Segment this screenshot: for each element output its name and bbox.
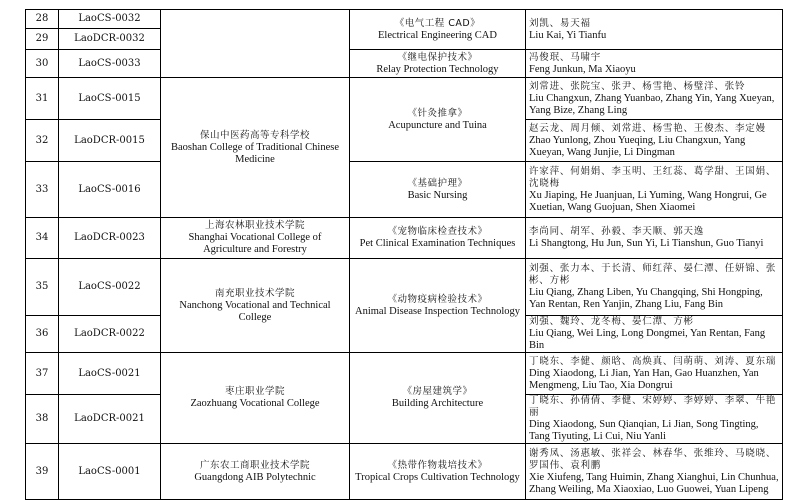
authors-zh: 许家萍、何娟娟、李玉明、王红蕊、葛学甜、王国娟、沈晓梅: [529, 165, 777, 189]
authors-en: Liu Qiang, Zhang Liben, Yu Changqing, Shi Hongping, Yan Rentan, Ren Yanjin, Zhang Liu, Fang Bin: [529, 287, 763, 310]
school-name-zh: 上海农林职业技术学院: [204, 220, 305, 231]
authors-cell: [526, 444, 783, 500]
authors-zh: 丁晓东、李健、颜晗、高焕真、闫萌萌、刘涛、夏东瑞: [529, 355, 777, 367]
authors-cell: [526, 395, 783, 444]
row-number: 32: [26, 120, 59, 162]
course-name-zh: 《电气工程 CAD》: [394, 17, 481, 29]
row-number: 31: [26, 78, 59, 120]
course-code: LaoDCR-0015: [59, 120, 161, 162]
row-number: 33: [26, 162, 59, 218]
table-row: [26, 259, 783, 316]
course-name-en: Relay Protection Technology: [376, 63, 499, 75]
course-code: LaoDCR-0021: [59, 395, 161, 444]
course-name-zh: 《针灸推拿》: [407, 107, 468, 119]
course-cell: [350, 10, 526, 50]
authors-zh: 李尚同、胡军、孙毅、李天顺、郭天逸: [529, 226, 705, 237]
authors-zh: 赵云龙、周月倾、刘常进、杨雪艳、王俊杰、李定嫚: [529, 122, 766, 134]
authors-en: Zhao Yunlong, Zhou Yueqing, Liu Changxun, Yang Xueyan, Wang Junjie, Li Dingman: [529, 134, 746, 158]
authors-en: Feng Junkun, Ma Xiaoyu: [529, 63, 636, 75]
row-number: 36: [26, 316, 59, 353]
course-cell: [350, 353, 526, 444]
row-number: 29: [26, 29, 59, 50]
authors-zh: 刘强、魏玲、龙冬梅、晏仁潭、方彬: [529, 316, 694, 327]
authors-en: Li Shangtong, Hu Jun, Sun Yi, Li Tianshun, Guo Tianyi: [529, 238, 764, 249]
table-row: [26, 10, 783, 29]
school-cell: [161, 10, 350, 78]
school-name-en: Guangdong AIB Polytechnic: [194, 471, 316, 483]
authors-en: Xie Xiufeng, Tang Huimin, Zhang Xianghui, Lin Chunhua, Zhang Weiling, Ma Xiaoxiao, Luo Guowei, Yuan Lipeng: [529, 471, 779, 495]
course-code: LaoCS-0001: [59, 444, 161, 500]
authors-cell: [526, 218, 783, 259]
authors-en: Liu Qiang, Wei Ling, Long Dongmei, Yan Rentan, Fang Bin: [529, 328, 766, 351]
course-name-zh: 《热带作物栽培技术》: [387, 459, 488, 471]
table-row: [26, 353, 783, 395]
course-name-en: Tropical Crops Cultivation Technology: [355, 471, 520, 483]
authors-cell: [526, 50, 783, 78]
authors-en: Liu Kai, Yi Tianfu: [529, 29, 607, 41]
course-code: LaoDCR-0022: [59, 316, 161, 353]
school-name-zh: 保山中医药高等专科学校: [199, 129, 310, 141]
table-row: [26, 78, 783, 120]
row-number: 37: [26, 353, 59, 395]
course-name-en: Electrical Engineering CAD: [378, 29, 497, 41]
course-code: LaoCS-0022: [59, 259, 161, 316]
course-name-zh: 《房屋建筑学》: [402, 386, 473, 397]
course-cell: [350, 444, 526, 500]
school-name-zh: 广东农工商职业技术学院: [199, 459, 310, 471]
course-cell: [350, 50, 526, 78]
course-table: [25, 9, 783, 500]
table-row: [26, 218, 783, 259]
row-number: 30: [26, 50, 59, 78]
authors-en: Ding Xiaodong, Sun Qianqian, Li Jian, Song Tingting, Tang Tiyuting, Li Cui, Niu Yanli: [529, 419, 759, 442]
course-code: LaoCS-0032: [59, 10, 161, 29]
authors-zh: 丁晓东、孙倩倩、李健、宋婷婷、李婷婷、李翠、牛艳丽: [529, 395, 777, 418]
course-name-zh: 《宠物临床检查技术》: [387, 226, 488, 237]
school-cell: [161, 78, 350, 218]
row-number: 28: [26, 10, 59, 29]
row-number: 34: [26, 218, 59, 259]
course-code: LaoDCR-0023: [59, 218, 161, 259]
school-name-en: Baoshan College of Traditional Chinese Medicine: [171, 141, 339, 165]
table-row: [26, 444, 783, 500]
authors-zh: 谢秀凤、汤惠敏、张祥会、林春华、张维玲、马晓晓、罗国伟、袁利鹏: [529, 447, 777, 471]
table-row: [26, 162, 783, 218]
school-name-en: Shanghai Vocational College of Agriculture and Forestry: [188, 232, 322, 255]
course-code: LaoCS-0021: [59, 353, 161, 395]
course-name-en: Building Architecture: [391, 398, 484, 409]
course-name-zh: 《动物疫病检验技术》: [387, 293, 488, 305]
authors-cell: [526, 259, 783, 316]
school-cell: [161, 259, 350, 353]
school-name-en: Nanchong Vocational and Technical College: [179, 299, 331, 323]
course-cell: [350, 162, 526, 218]
authors-cell: [526, 10, 783, 50]
authors-zh: 刘凯、易天福: [529, 17, 591, 29]
row-number: 38: [26, 395, 59, 444]
authors-cell: [526, 316, 783, 353]
authors-cell: [526, 353, 783, 395]
authors-cell: [526, 162, 783, 218]
course-name-en: Basic Nursing: [407, 189, 468, 201]
authors-cell: [526, 120, 783, 162]
course-code: LaoCS-0033: [59, 50, 161, 78]
course-code: LaoCS-0015: [59, 78, 161, 120]
course-cell: [350, 218, 526, 259]
row-number: 35: [26, 259, 59, 316]
course-name-zh: 《基础护理》: [407, 177, 468, 189]
authors-cell: [526, 78, 783, 120]
course-name-en: Acupuncture and Tuina: [388, 119, 487, 131]
course-cell: [350, 259, 526, 353]
course-name-en: Animal Disease Inspection Technology: [355, 305, 520, 317]
authors-en: Ding Xiaodong, Li Jian, Yan Han, Gao Huanzhen, Yan Mengmeng, Liu Tao, Xia Dongrui: [529, 367, 759, 391]
authors-zh: 刘强、张力本、于长清、师红萍、晏仁潭、任妍锦、张彬、方彬: [529, 263, 777, 286]
authors-en: Xu Jiaping, He Juanjuan, Li Yuming, Wang Hongrui, Ge Xuetian, Wang Guojuan, Shen Xiaomei: [529, 189, 767, 213]
course-code: LaoCS-0016: [59, 162, 161, 218]
school-cell: [161, 353, 350, 444]
course-name-en: Pet Clinical Examination Techniques: [359, 238, 516, 249]
row-number: 39: [26, 444, 59, 500]
course-name-zh: 《继电保护技术》: [397, 51, 478, 63]
authors-en: Liu Changxun, Zhang Yuanbao, Zhang Yin, Yang Xueyan, Yang Bize, Zhang Ling: [529, 92, 775, 116]
table-row: [26, 50, 783, 78]
school-name-zh: 南充职业技术学院: [214, 287, 295, 299]
course-cell: [350, 78, 526, 162]
authors-zh: 刘常进、张院宝、张尹、杨雪艳、杨璧洋、张铃: [529, 80, 746, 92]
school-cell: [161, 444, 350, 500]
school-cell: [161, 218, 350, 259]
authors-zh: 冯俊珉、马啸宇: [529, 51, 602, 63]
school-name-zh: 枣庄职业学院: [224, 386, 285, 397]
school-name-en: Zaozhuang Vocational College: [190, 398, 320, 409]
course-code: LaoDCR-0032: [59, 29, 161, 50]
